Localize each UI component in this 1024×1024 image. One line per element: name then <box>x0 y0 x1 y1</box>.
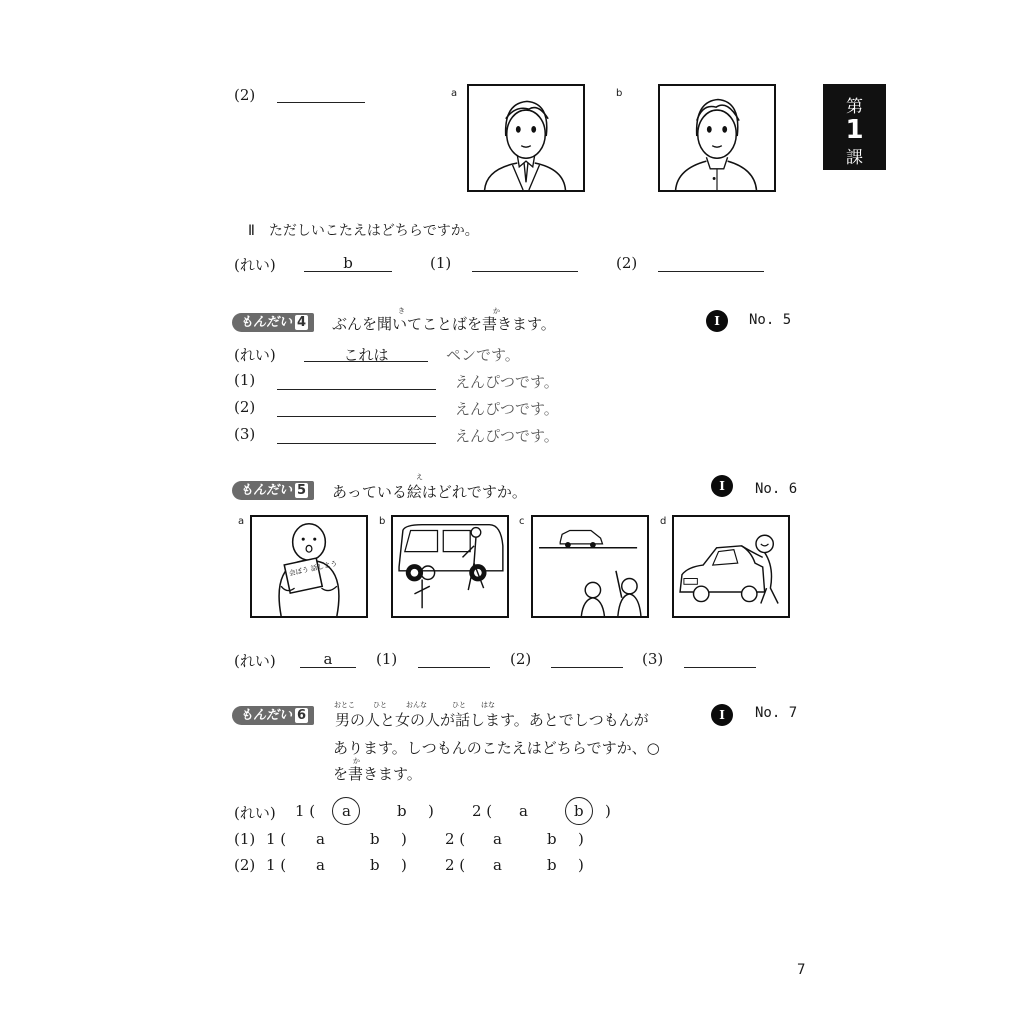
mondai5-badge-label: もんだい <box>240 483 293 498</box>
mondai5-image-c <box>531 515 649 618</box>
mondai4-badge-number: 4 <box>297 315 307 330</box>
mondai6-row1-q2-a[interactable]: a <box>493 830 502 848</box>
mondai6-ruby-onna: おんな <box>406 701 427 709</box>
top-letter-b: b <box>616 88 623 99</box>
mondai4-row1-label: (1) <box>234 371 256 389</box>
mondai4-row3-blank[interactable] <box>277 443 436 444</box>
mondai5-ruby-e: え <box>416 473 423 481</box>
mondai6-row1-q1-b[interactable]: b <box>370 830 380 848</box>
mondai6-ruby-ka: か <box>353 757 360 765</box>
mondai4-example-suffix: ペンです。 <box>446 346 520 364</box>
mondai4-example-label: (れい) <box>234 346 276 364</box>
section2-heading: Ⅱ ただしいこたえはどちらですか。 <box>248 223 479 239</box>
man-suit-illustration <box>469 86 583 190</box>
mondai5-q2-blank[interactable] <box>551 667 623 668</box>
mondai5-q1-blank[interactable] <box>418 667 490 668</box>
mondai5-example-answer: a <box>323 650 333 668</box>
mondai4-badge-label: もんだい <box>240 315 293 330</box>
mondai6-example-q1-close: ) <box>428 802 434 820</box>
mondai6-row1-q2: 2 ( <box>445 830 466 848</box>
mondai6-badge-label: もんだい <box>240 708 293 723</box>
people-pointing-at-car-illustration <box>533 517 647 616</box>
mondai6-line2: あります。しつもんのこたえはどちらですか、○ <box>333 739 660 757</box>
mondai6-ruby-otoko: おとこ <box>334 701 355 709</box>
mondai6-row2-q2: 2 ( <box>445 856 466 874</box>
mondai4-row1-suffix: えんぴつです。 <box>455 373 559 391</box>
section2-example-label: (れい) <box>234 256 276 274</box>
mondai6-row1-q1-a[interactable]: a <box>316 830 325 848</box>
mondai4-track: No. 5 <box>749 312 792 328</box>
mondai6-row1-q2-b[interactable]: b <box>547 830 557 848</box>
section2-q1-blank[interactable] <box>472 271 578 272</box>
mondai6-row2-q1-b[interactable]: b <box>370 856 380 874</box>
mondai6-row2-q1-a[interactable]: a <box>316 856 325 874</box>
mondai6-example-q1: 1 ( <box>295 802 316 820</box>
mondai6-row1-q2-close: ) <box>578 830 584 848</box>
mondai6-example-q2-b: b <box>574 802 584 820</box>
section2-q1-label: (1) <box>430 254 452 272</box>
mondai5-q3-blank[interactable] <box>684 667 756 668</box>
people-by-van-illustration <box>393 517 507 616</box>
chapter-tab-number: 1 <box>845 115 864 145</box>
image-man-casual <box>658 84 776 192</box>
mondai5-badge <box>232 481 314 500</box>
mondai4-row2-blank[interactable] <box>277 416 436 417</box>
man-casual-illustration <box>660 86 774 190</box>
mondai4-row1-blank[interactable] <box>277 389 436 390</box>
mondai6-line3: を書きます。 <box>333 765 422 783</box>
mondai5-letter-c: c <box>519 516 525 527</box>
top-letter-a: a <box>451 88 458 99</box>
mondai5-q2-label: (2) <box>510 650 532 668</box>
mondai6-row2-label: (2) <box>234 856 256 874</box>
mondai5-q3-label: (3) <box>642 650 664 668</box>
chapter-tab-line3: 課 <box>846 148 863 168</box>
mondai5-letter-b: b <box>379 516 386 527</box>
mondai6-row1-q1-close: ) <box>401 830 407 848</box>
sign-text: 会ぼう 話しよう <box>288 559 338 578</box>
mondai6-example-q1-b: b <box>397 802 407 820</box>
mondai6-row2-q2-b[interactable]: b <box>547 856 557 874</box>
section2-q2-blank[interactable] <box>658 271 764 272</box>
mondai4-ruby-ka: か <box>493 307 500 315</box>
mondai5-image-d <box>672 515 790 618</box>
mondai6-ruby-hito2: ひと <box>452 701 466 709</box>
mondai4-row2-suffix: えんぴつです。 <box>455 400 559 418</box>
mondai4-row3-suffix: えんぴつです。 <box>455 427 559 445</box>
mondai4-example-answer: これは <box>343 346 389 364</box>
chapter-tab-line1: 第 <box>846 97 863 117</box>
mondai6-example-label: (れい) <box>234 804 276 822</box>
mondai5-cd-icon: Ⅰ <box>711 475 733 497</box>
mondai6-track: No. 7 <box>755 705 798 721</box>
person-holding-book-illustration <box>252 517 366 616</box>
mondai6-row2-q1-close: ) <box>401 856 407 874</box>
mondai4-badge <box>232 313 314 332</box>
mondai5-track: No. 6 <box>755 481 798 497</box>
mondai6-ruby-hito1: ひと <box>373 701 387 709</box>
mondai4-instruction: ぶんを聞いてことばを書きます。 <box>332 315 556 333</box>
page-number: 7 <box>797 962 806 978</box>
mondai6-row1-q1: 1 ( <box>266 830 287 848</box>
mondai5-letter-d: d <box>660 516 667 527</box>
mondai6-example-q1-a: a <box>342 802 351 820</box>
mondai6-line1: 男の人と女の人が話します。あとでしつもんが <box>335 711 649 729</box>
mondai6-row1-label: (1) <box>234 830 256 848</box>
mondai6-row2-q2-close: ) <box>578 856 584 874</box>
mondai6-example-q2-close: ) <box>605 802 611 820</box>
mondai6-row2-q2-a[interactable]: a <box>493 856 502 874</box>
mondai6-example-q2-a: a <box>519 802 528 820</box>
mondai4-row2-label: (2) <box>234 398 256 416</box>
mondai5-example-label: (れい) <box>234 652 276 670</box>
section2-q2-label: (2) <box>616 254 638 272</box>
mondai6-ruby-hana: はな <box>481 701 495 709</box>
mondai6-badge <box>232 706 314 725</box>
mondai4-ruby-ki: き <box>398 307 405 315</box>
mondai5-q1-label: (1) <box>376 650 398 668</box>
mondai5-instruction: あっている絵はどれですか。 <box>332 483 527 501</box>
mondai6-badge-number: 6 <box>297 708 307 723</box>
man-leaning-on-car-illustration <box>674 517 788 616</box>
top-q2-label: (2) <box>234 86 256 104</box>
section2-example-answer: b <box>343 254 353 272</box>
mondai5-image-a <box>250 515 368 618</box>
mondai5-letter-a: a <box>238 516 245 527</box>
image-man-suit <box>467 84 585 192</box>
top-q2-blank[interactable] <box>277 102 365 103</box>
mondai4-row3-label: (3) <box>234 425 256 443</box>
mondai6-row2-q1: 1 ( <box>266 856 287 874</box>
mondai4-cd-icon: Ⅰ <box>706 310 728 332</box>
mondai5-badge-number: 5 <box>297 483 307 498</box>
mondai6-cd-icon: Ⅰ <box>711 704 733 726</box>
chapter-tab <box>823 84 886 170</box>
mondai5-image-b <box>391 515 509 618</box>
mondai6-example-q2: 2 ( <box>472 802 493 820</box>
